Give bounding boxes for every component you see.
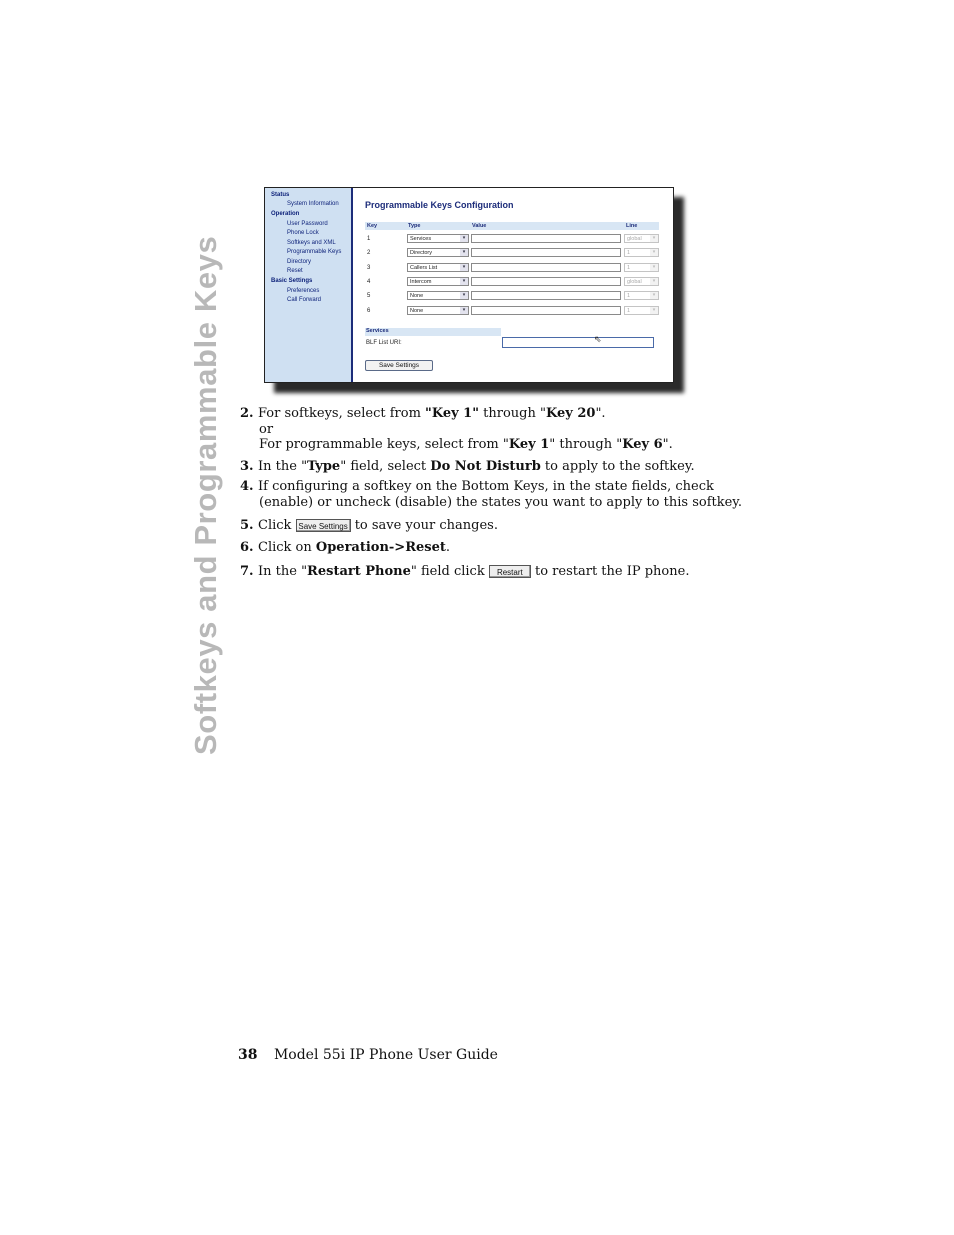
step-text: For programmable keys, select from "Key 1" through "Key 6".: [259, 437, 673, 452]
nav-section-basic-settings[interactable]: Basic Settings: [271, 278, 313, 284]
table-row: [365, 234, 659, 246]
step-text: Click Save Settings to save your changes.: [258, 518, 498, 533]
nav-item-programmable-keys[interactable]: Programmable Keys: [287, 249, 342, 255]
step-text: In the "Type" field, select Do Not Disturb to apply to the softkey.: [258, 459, 695, 474]
chevron-down-icon: ▾: [650, 292, 658, 299]
step-or: or: [259, 422, 274, 437]
table-row: [365, 306, 659, 318]
key-number: 1: [367, 236, 371, 242]
step-number: 4.: [240, 479, 254, 494]
blf-list-uri-input[interactable]: [502, 337, 654, 348]
step-text: Click on Operation->Reset.: [258, 540, 451, 555]
step-number: 3.: [240, 459, 254, 474]
nav-item-preferences[interactable]: Preferences: [287, 288, 320, 294]
nav-item-phone-lock[interactable]: Phone Lock: [287, 230, 319, 236]
value-input[interactable]: [471, 248, 621, 257]
key-number: 5: [367, 293, 371, 299]
type-select[interactable]: Intercom ▾: [407, 277, 469, 286]
step-number: 7.: [240, 564, 254, 579]
column-header-line: Line: [626, 223, 638, 229]
line-select[interactable]: 1 ▾: [624, 248, 659, 257]
save-settings-button-image: Save Settings: [296, 519, 351, 532]
chevron-down-icon: ▾: [650, 235, 658, 242]
value-input[interactable]: [471, 263, 621, 272]
restart-button-image: Restart: [489, 565, 531, 578]
mouse-cursor-icon: ⇖: [594, 334, 602, 344]
chevron-down-icon: ▾: [460, 264, 468, 271]
value-input[interactable]: [471, 277, 621, 286]
step-text: In the "Restart Phone" field click Restart to restart the IP phone.: [258, 564, 690, 579]
type-select[interactable]: Directory ▾: [407, 248, 469, 257]
chevron-down-icon: ▾: [650, 278, 658, 285]
nav-item-reset[interactable]: Reset: [287, 268, 303, 274]
line-select[interactable]: 1 ▾: [624, 263, 659, 272]
nav-item-system-information[interactable]: System Information: [287, 201, 339, 207]
table-row: [365, 263, 659, 275]
table-row: [365, 248, 659, 260]
nav-item-call-forward[interactable]: Call Forward: [287, 297, 322, 303]
column-header-value: Value: [472, 223, 487, 229]
line-select[interactable]: 1 ▾: [624, 306, 659, 315]
chevron-down-icon: ▾: [650, 264, 658, 271]
chevron-down-icon: ▾: [460, 292, 468, 299]
value-input[interactable]: [471, 306, 621, 315]
page-number: 38: [238, 1047, 258, 1063]
line-select[interactable]: global ▾: [624, 277, 659, 286]
table-row: [365, 291, 659, 303]
type-select[interactable]: Callers List ▾: [407, 263, 469, 272]
type-select[interactable]: None ▾: [407, 306, 469, 315]
step-text: If configuring a softkey on the Bottom Keys, in the state fields, check: [258, 479, 714, 494]
type-select[interactable]: Services ▾: [407, 234, 469, 243]
step-text: (enable) or uncheck (disable) the states you want to apply to this softkey.: [259, 495, 743, 510]
blf-list-uri-label: BLF List URI:: [366, 340, 402, 346]
column-header-key: Key: [367, 223, 378, 229]
line-select[interactable]: global ▾: [624, 234, 659, 243]
chevron-down-icon: ▾: [460, 278, 468, 285]
guide-title: Model 55i IP Phone User Guide: [273, 1047, 498, 1063]
chevron-down-icon: ▾: [460, 235, 468, 242]
config-panel: [365, 188, 665, 382]
chevron-down-icon: ▾: [460, 249, 468, 256]
nav-item-user-password[interactable]: User Password: [287, 221, 328, 227]
nav-item-softkeys-and-xml[interactable]: Softkeys and XML: [287, 240, 336, 246]
key-number: 6: [367, 308, 371, 314]
step-text: For softkeys, select from "Key 1" through "Key 20".: [258, 406, 606, 421]
type-select[interactable]: None ▾: [407, 291, 469, 300]
nav-section-operation[interactable]: Operation: [271, 211, 300, 217]
value-input[interactable]: [471, 291, 621, 300]
chevron-down-icon: ▾: [460, 307, 468, 314]
line-select[interactable]: 1 ▾: [624, 291, 659, 300]
table-header: [365, 222, 659, 230]
step-number: 6.: [240, 540, 254, 555]
key-number: 4: [367, 279, 371, 285]
key-number: 3: [367, 265, 371, 271]
page-footer: [238, 1047, 498, 1063]
services-header: Services: [365, 328, 501, 336]
value-input[interactable]: [471, 234, 621, 243]
step-number: 2.: [240, 406, 254, 421]
chevron-down-icon: ▾: [650, 307, 658, 314]
web-ui-screenshot: [264, 187, 674, 383]
nav-section-status[interactable]: Status: [271, 192, 290, 198]
column-header-type: Type: [408, 223, 421, 229]
save-settings-button[interactable]: Save Settings: [365, 360, 433, 371]
key-number: 2: [367, 250, 371, 256]
nav-item-directory[interactable]: Directory: [287, 259, 312, 265]
config-title: Programmable Keys Configuration: [365, 200, 514, 210]
table-row: [365, 277, 659, 289]
step-number: 5.: [240, 518, 254, 533]
chevron-down-icon: ▾: [650, 249, 658, 256]
side-title: Softkeys and Programmable Keys: [188, 235, 223, 755]
nav-sidebar: [265, 188, 353, 382]
